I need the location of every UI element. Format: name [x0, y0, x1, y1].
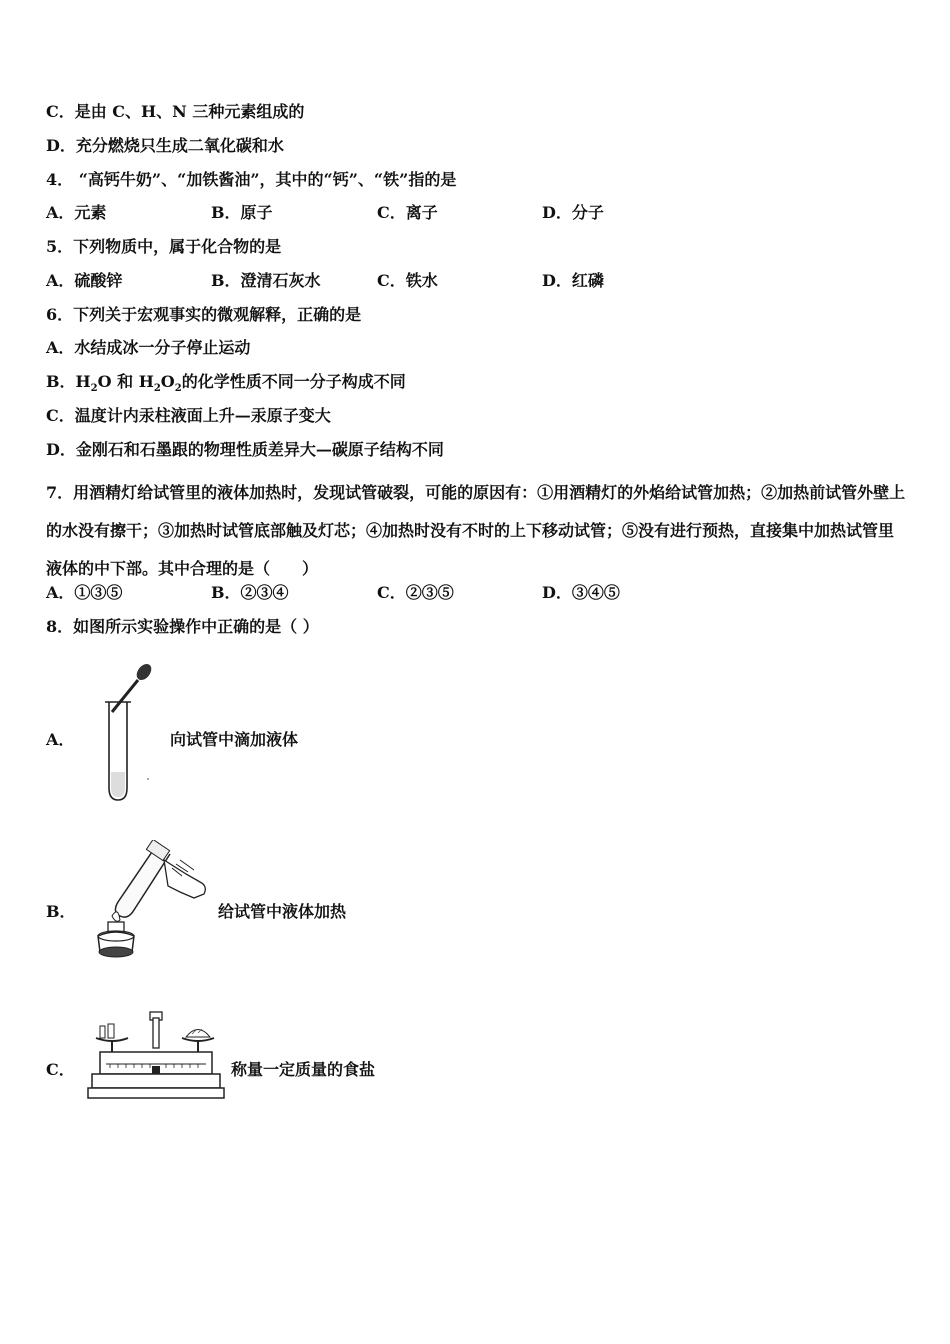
q7-option-c: C．②③⑤: [377, 583, 454, 602]
q6-option-b: B．$H_2O$ 和 $H_2O_2$的化学性质不同一分子构成不同: [46, 372, 406, 395]
q5-option-b: B．澄清石灰水: [211, 271, 321, 290]
q4-option-a: A．元素: [46, 203, 107, 222]
q8-figure-a-caption: 向试管中滴加液体: [170, 730, 299, 749]
q8-figure-c-caption: 称量一定质量的食盐: [231, 1060, 376, 1079]
question-7: 7．用酒精灯给试管里的液体加热时，发现试管破裂，可能的原因有：①用酒精灯的外焰给试管加热；②加热前试管外壁上的水没有擦干；③加热时试管底部触及灯芯；④加热时没有不时的上下移动试管；⑤没有进行预热，直接集中加热试管里液体的中下部。其中合理的是（ ）: [46, 483, 906, 578]
question-4: 4． “高钙牛奶”、“加铁酱油”，其中的“钙”、“铁”指的是: [46, 170, 457, 189]
q6-option-c: C．温度计内汞柱液面上升—汞原子变大: [46, 406, 331, 425]
q7-option-b: B．②③④: [211, 583, 289, 602]
balance-scale-icon: [86, 1008, 226, 1102]
q5-option-c: C．铁水: [377, 271, 438, 290]
heating-test-tube-icon: [90, 840, 215, 962]
q5-option-a: A．硫酸锌: [46, 271, 123, 290]
option-d-previous: D．充分燃烧只生成二氧化碳和水: [46, 136, 284, 155]
q8-figure-c-label: C．: [46, 1060, 75, 1079]
option-c-previous: C．是由 C、H、N 三种元素组成的: [46, 102, 305, 121]
q8-figure-b-label: B．: [46, 902, 76, 921]
q4-option-c: C．离子: [377, 203, 438, 222]
q4-option-d: D．分子: [542, 203, 604, 222]
q6-option-d: D．金刚石和石墨跟的物理性质差异大—碳原子结构不同: [46, 440, 444, 459]
q7-option-a: A．①③⑤: [46, 583, 123, 602]
question-8: 8．如图所示实验操作中正确的是（ ）: [46, 617, 319, 636]
q6-option-a: A．水结成冰一分子停止运动: [46, 338, 251, 357]
q7-option-d: D．③④⑤: [542, 583, 620, 602]
q5-option-d: D．红磷: [542, 271, 604, 290]
q8-figure-a-label: A．: [46, 730, 75, 749]
q4-option-b: B．原子: [211, 203, 273, 222]
question-5: 5．下列物质中，属于化合物的是: [46, 237, 282, 256]
question-6: 6．下列关于宏观事实的微观解释，正确的是: [46, 305, 362, 324]
q8-figure-b-caption: 给试管中液体加热: [218, 902, 347, 921]
dropper-test-tube-icon: [96, 660, 166, 805]
